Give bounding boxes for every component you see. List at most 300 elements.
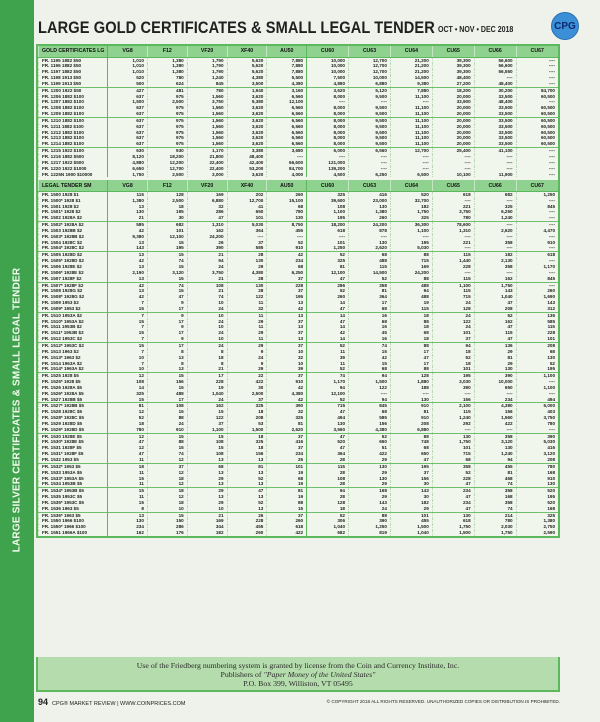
price-cell: 650 (474, 385, 516, 391)
note-name-cell: FR. 1527 1928B $5 (39, 397, 108, 403)
price-cell: 162 (474, 276, 516, 282)
note-name-cell: FR. 1506 1928E $2 (39, 264, 108, 270)
price-cell: 910 (516, 240, 558, 246)
grade-column-header: CU60 (307, 180, 349, 191)
price-cell: 30 (147, 215, 187, 221)
price-cell: 9,500 (349, 141, 391, 147)
price-cell: 12,200 (147, 160, 187, 166)
price-cell: 910 (516, 476, 558, 482)
price-cell: ---- (474, 427, 516, 433)
price-cell: 16 (349, 336, 391, 342)
price-cell: 12,100 (307, 270, 349, 276)
price-cell: ---- (516, 270, 558, 276)
price-cell: 121,000 (307, 160, 349, 166)
price-cell: 182 (390, 204, 432, 210)
note-name-cell: FR. 1514 1963A $2 (39, 361, 108, 367)
price-cell: 130 (307, 421, 349, 427)
grade-column-header: VF20 (187, 46, 227, 57)
price-cell: 139,200 (307, 166, 349, 172)
price-cell: 286 (147, 524, 187, 530)
price-cell: 585 (349, 415, 391, 421)
price-cell: 29 (474, 361, 516, 367)
price-cell: 9 (147, 300, 187, 306)
note-name-cell: FR. 1513 1963 $2 (39, 349, 108, 355)
price-cell: 88 (267, 500, 307, 506)
price-cell: 1,500 (390, 524, 432, 530)
price-cell: 12 (147, 481, 187, 487)
price-cell: ---- (307, 234, 349, 240)
price-cell: 24 (432, 324, 474, 330)
price-cell: 6,650 (108, 166, 148, 172)
price-cell: 81 (349, 288, 391, 294)
note-name-cell: FR. 1206 1882 $100 (39, 94, 108, 100)
price-cell: 1,790 (187, 63, 227, 69)
price-cell: 520 (307, 439, 349, 445)
side-bar (0, 0, 34, 722)
note-name-cell: FR. 1529* 1928D $5 (39, 427, 108, 433)
price-cell: 42 (267, 252, 307, 258)
price-cell: 15 (349, 349, 391, 355)
price-cell: 637 (108, 105, 148, 111)
grade-column-header: CU64 (390, 180, 432, 191)
price-cell: ---- (474, 245, 516, 251)
price-cell: 56,550 (474, 69, 516, 75)
price-cell: 88 (147, 415, 187, 421)
price-cell: 455 (474, 463, 516, 469)
note-name-cell: FR. 1511 1953B $2 (39, 324, 108, 330)
price-cell: 13 (227, 457, 267, 463)
price-cell: ---- (432, 198, 474, 204)
price-cell: ---- (390, 99, 432, 105)
note-name-cell: FR. 1532* 1953 $5 (39, 463, 108, 469)
price-cell: 115 (432, 409, 474, 415)
price-cell: 15 (108, 397, 148, 403)
price-cell: 81 (267, 488, 307, 494)
note-name-cell: FR. 1510 1953A $2 (39, 312, 108, 318)
price-cell: 1,790 (187, 69, 227, 75)
price-cell: ---- (516, 391, 558, 397)
price-cell: 10,000 (307, 69, 349, 75)
price-cell: 10,000 (474, 379, 516, 385)
price-cell: 29 (227, 319, 267, 325)
price-cell: 2,100 (432, 403, 474, 409)
price-cell: ---- (516, 99, 558, 105)
price-cell: 74 (147, 258, 187, 264)
price-cell: 13 (187, 481, 227, 487)
price-cell: 9,380 (108, 234, 148, 240)
price-cell: 33,500 (474, 105, 516, 111)
price-cell: 13 (147, 355, 187, 361)
price-cell: 13 (227, 470, 267, 476)
price-cell: 20,000 (432, 141, 474, 147)
note-name-cell: FR. 1200 1922 $50 (39, 87, 108, 93)
price-cell: 1,440 (432, 258, 474, 264)
note-name-cell: FR. 1525* 1928 $5 (39, 379, 108, 385)
price-cell: 4,380 (474, 403, 516, 409)
price-cell: 5,000 (516, 403, 558, 409)
price-cell: 37 (390, 470, 432, 476)
note-name-cell: FR. 1217 1922 $500 (39, 160, 108, 166)
price-cell: ---- (474, 222, 516, 228)
price-cell: 42 (349, 355, 391, 361)
price-cell: 9 (147, 312, 187, 318)
price-cell: 1,100 (516, 373, 558, 379)
price-cell: 18 (432, 349, 474, 355)
price-cell: 488 (349, 258, 391, 264)
price-cell: 11,100 (390, 141, 432, 147)
price-cell: 42 (267, 306, 307, 312)
price-cell: 68 (349, 319, 391, 325)
price-cell: 108 (108, 379, 148, 385)
price-cell: 1,750 (432, 439, 474, 445)
price-cell: 24 (349, 506, 391, 512)
price-cell: 15 (108, 500, 148, 506)
price-cell: 12 (147, 457, 187, 463)
price-cell: 21,200 (390, 63, 432, 69)
price-cell: 18 (227, 409, 267, 415)
price-cell: 29 (187, 488, 227, 494)
price-cell: 3,750 (432, 209, 474, 215)
price-cell: 81 (108, 403, 148, 409)
note-name-cell: FR. 1216 1882 $500 (39, 154, 108, 160)
price-cell: 122 (432, 319, 474, 325)
price-cell: 845 (516, 276, 558, 282)
price-cell: 4,380 (227, 270, 267, 276)
price-cell: 1,250 (349, 524, 391, 530)
price-cell: 2,620 (474, 228, 516, 234)
price-cell: 14 (108, 385, 148, 391)
price-cell: 15 (108, 488, 148, 494)
price-cell: 780 (147, 75, 187, 81)
price-cell: 202 (227, 191, 267, 197)
note-name-cell: FR. 1225N 1900 $10000 (39, 172, 108, 178)
price-cell: 358 (474, 500, 516, 506)
note-name-cell: FR. 1196 1882 $50 (39, 63, 108, 69)
price-cell: 325 (227, 439, 267, 445)
price-cell: 520 (516, 500, 558, 506)
price-cell: 52 (516, 361, 558, 367)
price-cell: 208 (390, 421, 432, 427)
price-cell: 48,400 (474, 81, 516, 87)
price-cell: 7 (108, 312, 148, 318)
price-cell: 1,560 (187, 117, 227, 123)
price-cell: 14,500 (349, 270, 391, 276)
price-cell: ---- (307, 99, 349, 105)
grade-column-header: CU67 (516, 180, 558, 191)
price-cell: 15 (147, 373, 187, 379)
price-cell: 637 (108, 124, 148, 130)
price-cell: 494 (516, 397, 558, 403)
price-cell: 130 (432, 433, 474, 439)
price-cell: 3,620 (227, 141, 267, 147)
price-cell: 7,880 (267, 69, 307, 75)
price-cell: 88 (147, 439, 187, 445)
price-cell: 47 (390, 457, 432, 463)
note-name-cell: FR. 1531* 1928F $5 (39, 451, 108, 457)
price-cell: 101 (432, 445, 474, 451)
note-name-cell: FR. 1503 1928B $2 (39, 228, 108, 234)
price-cell: 128 (307, 500, 349, 506)
price-cell: 48,400 (474, 99, 516, 105)
price-cell: 108 (187, 451, 227, 457)
price-cell: 143 (516, 300, 558, 306)
price-cell: 28 (227, 252, 267, 258)
price-cell: 47 (307, 306, 349, 312)
price-cell: 81 (227, 463, 267, 469)
price-cell: 12,700 (349, 57, 391, 63)
price-cell: 1,380 (108, 198, 148, 204)
price-cell: 682 (307, 530, 349, 536)
price-cell: 47 (432, 481, 474, 487)
price-cell: 1,500 (432, 530, 474, 536)
note-name-cell: FR. 1535 1953C $5 (39, 494, 108, 500)
price-cell: ---- (432, 427, 474, 433)
price-cell: ---- (516, 57, 558, 63)
price-cell: 60,500 (516, 94, 558, 100)
note-name-cell: FR. 1529 1928D $5 (39, 421, 108, 427)
publication-link[interactable]: CPG® MARKET REVIEW | WWW.COINPRICES.COM (52, 701, 186, 707)
price-cell: 7,500 (307, 75, 349, 81)
price-cell: 24 (432, 312, 474, 318)
note-name-cell: FR. 1534* 1953B $5 (39, 488, 108, 494)
price-cell: 21 (187, 288, 227, 294)
price-cell: 47 (307, 319, 349, 325)
note-name-cell: FR. 1507 1928F $2 (39, 276, 108, 282)
price-cell: 780 (432, 215, 474, 221)
note-name-cell: FR. 1504* 1928C $2 (39, 245, 108, 251)
price-cell: 168 (516, 506, 558, 512)
price-cell: 19 (187, 385, 227, 391)
price-cell: 24,200 (349, 222, 391, 228)
price-cell: 32 (267, 409, 307, 415)
price-cell: 585 (108, 222, 148, 228)
price-cell: 130 (227, 282, 267, 288)
price-cell: ---- (432, 160, 474, 166)
price-cell: 32,700 (390, 198, 432, 204)
price-cell: 11 (108, 470, 148, 476)
section-title: LEGAL TENDER SM (39, 180, 108, 191)
price-cell: ---- (474, 75, 516, 81)
price-cell: 9,500 (349, 117, 391, 123)
price-cell: 15 (108, 306, 148, 312)
price-cell: 47 (307, 433, 349, 439)
note-name-cell: FR. 1514* 1963A $2 (39, 366, 108, 372)
section-header-row (39, 46, 559, 57)
price-cell: 1,100 (516, 385, 558, 391)
price-cell: 13 (108, 240, 148, 246)
price-cell: 390 (187, 245, 227, 251)
price-cell: 1,380 (147, 69, 187, 75)
price-cell: 5,030 (227, 222, 267, 228)
logo-text: CPG (554, 20, 576, 32)
price-cell: 8 (187, 361, 227, 367)
publisher-title: "Paper Money of the United States" (263, 670, 376, 679)
price-cell: 17 (147, 397, 187, 403)
price-cell: 20,000 (432, 124, 474, 130)
note-name-cell: FR. 1208 1882 $100 (39, 105, 108, 111)
price-cell: 234 (267, 451, 307, 457)
note-name-cell: FR. 1536 1963 $5 (39, 506, 108, 512)
price-cell: ---- (516, 379, 558, 385)
price-cell: 13 (147, 366, 187, 372)
note-name-cell: FR. 1505* 1928D $2 (39, 258, 108, 264)
price-cell: 9 (227, 349, 267, 355)
table-row (39, 530, 559, 536)
grade-column-header: CU63 (349, 180, 391, 191)
price-cell: 325 (307, 258, 349, 264)
price-cell: ---- (474, 391, 516, 397)
price-cell: 15 (108, 476, 148, 482)
price-cell: 4,380 (267, 391, 307, 397)
price-cell: 13 (108, 512, 148, 518)
price-cell: 20,000 (432, 117, 474, 123)
price-cell: 1,560 (187, 124, 227, 130)
price-cell: 130 (108, 209, 148, 215)
price-cell: 115 (432, 288, 474, 294)
price-cell: 3,750 (187, 99, 227, 105)
price-cell: 390 (432, 385, 474, 391)
price-cell: 13 (187, 470, 227, 476)
price-cell: 12,700 (147, 166, 187, 172)
grade-column-header: CU63 (349, 46, 391, 57)
price-cell: 8 (147, 349, 187, 355)
price-cell: 7,880 (267, 57, 307, 63)
price-cell: 18 (227, 445, 267, 451)
price-cell: 17 (147, 306, 187, 312)
price-cell: 637 (108, 130, 148, 136)
price-cell: 74 (474, 506, 516, 512)
price-cell: 11 (108, 494, 148, 500)
price-cell: 10 (267, 361, 307, 367)
price-cell: 11,100 (390, 130, 432, 136)
price-cell: 1,040 (307, 524, 349, 530)
price-cell: 74 (187, 294, 227, 300)
price-cell: 9 (147, 324, 187, 330)
price-cell: 94 (349, 373, 391, 379)
price-cell: 68 (349, 252, 391, 258)
price-cell: 115 (432, 252, 474, 258)
price-cell: 42 (108, 294, 148, 300)
price-cell: 68 (432, 457, 474, 463)
price-cell: 4,880 (307, 81, 349, 87)
price-cell: 60,500 (516, 141, 558, 147)
price-cell: 130 (390, 397, 432, 403)
price-cell: 488 (390, 282, 432, 288)
price-cell: 637 (108, 94, 148, 100)
price-cell: 32 (187, 204, 227, 210)
price-cell: 3,620 (227, 172, 267, 178)
price-cell: 1,100 (390, 228, 432, 234)
price-cell: 930 (147, 148, 187, 154)
price-cell: 14 (307, 312, 349, 318)
price-cell: 130 (474, 366, 516, 372)
price-cell: 195 (390, 463, 432, 469)
price-cell: ---- (516, 215, 558, 221)
price-cell: 39,300 (432, 69, 474, 75)
price-cell: 37 (267, 288, 307, 294)
price-cell: 42 (267, 385, 307, 391)
price-cell: 94 (307, 385, 349, 391)
note-name-cell: FR. 1215 1922 $100 (39, 148, 108, 154)
price-cell: 520 (390, 191, 432, 197)
section-header-row (39, 180, 559, 191)
price-cell: 115 (349, 264, 391, 270)
price-cell: 101 (432, 366, 474, 372)
price-cell: 68 (267, 476, 307, 482)
price-cell: 29 (227, 342, 267, 348)
price-cell: 325 (267, 415, 307, 421)
price-cell: 30 (227, 385, 267, 391)
price-cell: 122 (227, 294, 267, 300)
price-cell: 24 (147, 421, 187, 427)
price-cell: 26 (187, 240, 227, 246)
price-cell: 13 (227, 481, 267, 487)
note-name-cell: FR. 1212 1882 $100 (39, 130, 108, 136)
price-cell: 29 (187, 476, 227, 482)
price-cell: 195 (267, 294, 307, 300)
price-cell: 81 (267, 421, 307, 427)
price-cell: 22,400 (187, 166, 227, 172)
price-cell: 228 (432, 476, 474, 482)
price-cell: 12 (108, 433, 148, 439)
price-cell: 18 (187, 355, 227, 361)
price-cell: 37 (267, 512, 307, 518)
price-cell: 115 (390, 306, 432, 312)
price-cell: 162 (187, 403, 227, 409)
price-cell: 5,620 (227, 63, 267, 69)
price-cell: 1,250 (516, 191, 558, 197)
price-cell: 15 (108, 342, 148, 348)
price-cell: 195 (147, 245, 187, 251)
price-cell: 18,200 (432, 87, 474, 93)
price-cell: 11,100 (390, 124, 432, 130)
price-cell: 11,100 (390, 117, 432, 123)
price-cell: 37 (267, 445, 307, 451)
price-cell: 66,600 (267, 160, 307, 166)
price-cell: 47 (147, 294, 187, 300)
price-cell: 312 (516, 306, 558, 312)
price-cell: ---- (267, 234, 307, 240)
price-cell: 17 (147, 319, 187, 325)
price-cell: 325 (108, 391, 148, 397)
price-cell: 143 (108, 245, 148, 251)
price-cell: 228 (516, 330, 558, 336)
price-cell: 2,620 (349, 245, 391, 251)
price-cell: 37 (267, 330, 307, 336)
price-cell: 68 (516, 349, 558, 355)
price-cell: 390 (474, 373, 516, 379)
cpg-logo-icon (551, 12, 579, 40)
note-name-cell: FR. 1210 1882 $100 (39, 117, 108, 123)
price-cell: 422 (349, 451, 391, 457)
price-cell: 845 (187, 81, 227, 87)
price-cell: ---- (516, 172, 558, 178)
price-cell: 20,000 (432, 135, 474, 141)
price-cell: 2,620 (267, 427, 307, 433)
price-cell: 47 (307, 276, 349, 282)
price-cell: 19 (267, 494, 307, 500)
price-cell: 6,560 (267, 117, 307, 123)
price-cell: 28 (227, 288, 267, 294)
price-cell: 42,400 (227, 160, 267, 166)
price-cell: 416 (516, 445, 558, 451)
grade-column-header: XF40 (227, 180, 267, 191)
price-cell: 228 (267, 282, 307, 288)
price-cell: 221 (432, 240, 474, 246)
price-cell: 68 (390, 330, 432, 336)
price-cell: 1,240 (474, 451, 516, 457)
price-cell: 4,380 (227, 75, 267, 81)
